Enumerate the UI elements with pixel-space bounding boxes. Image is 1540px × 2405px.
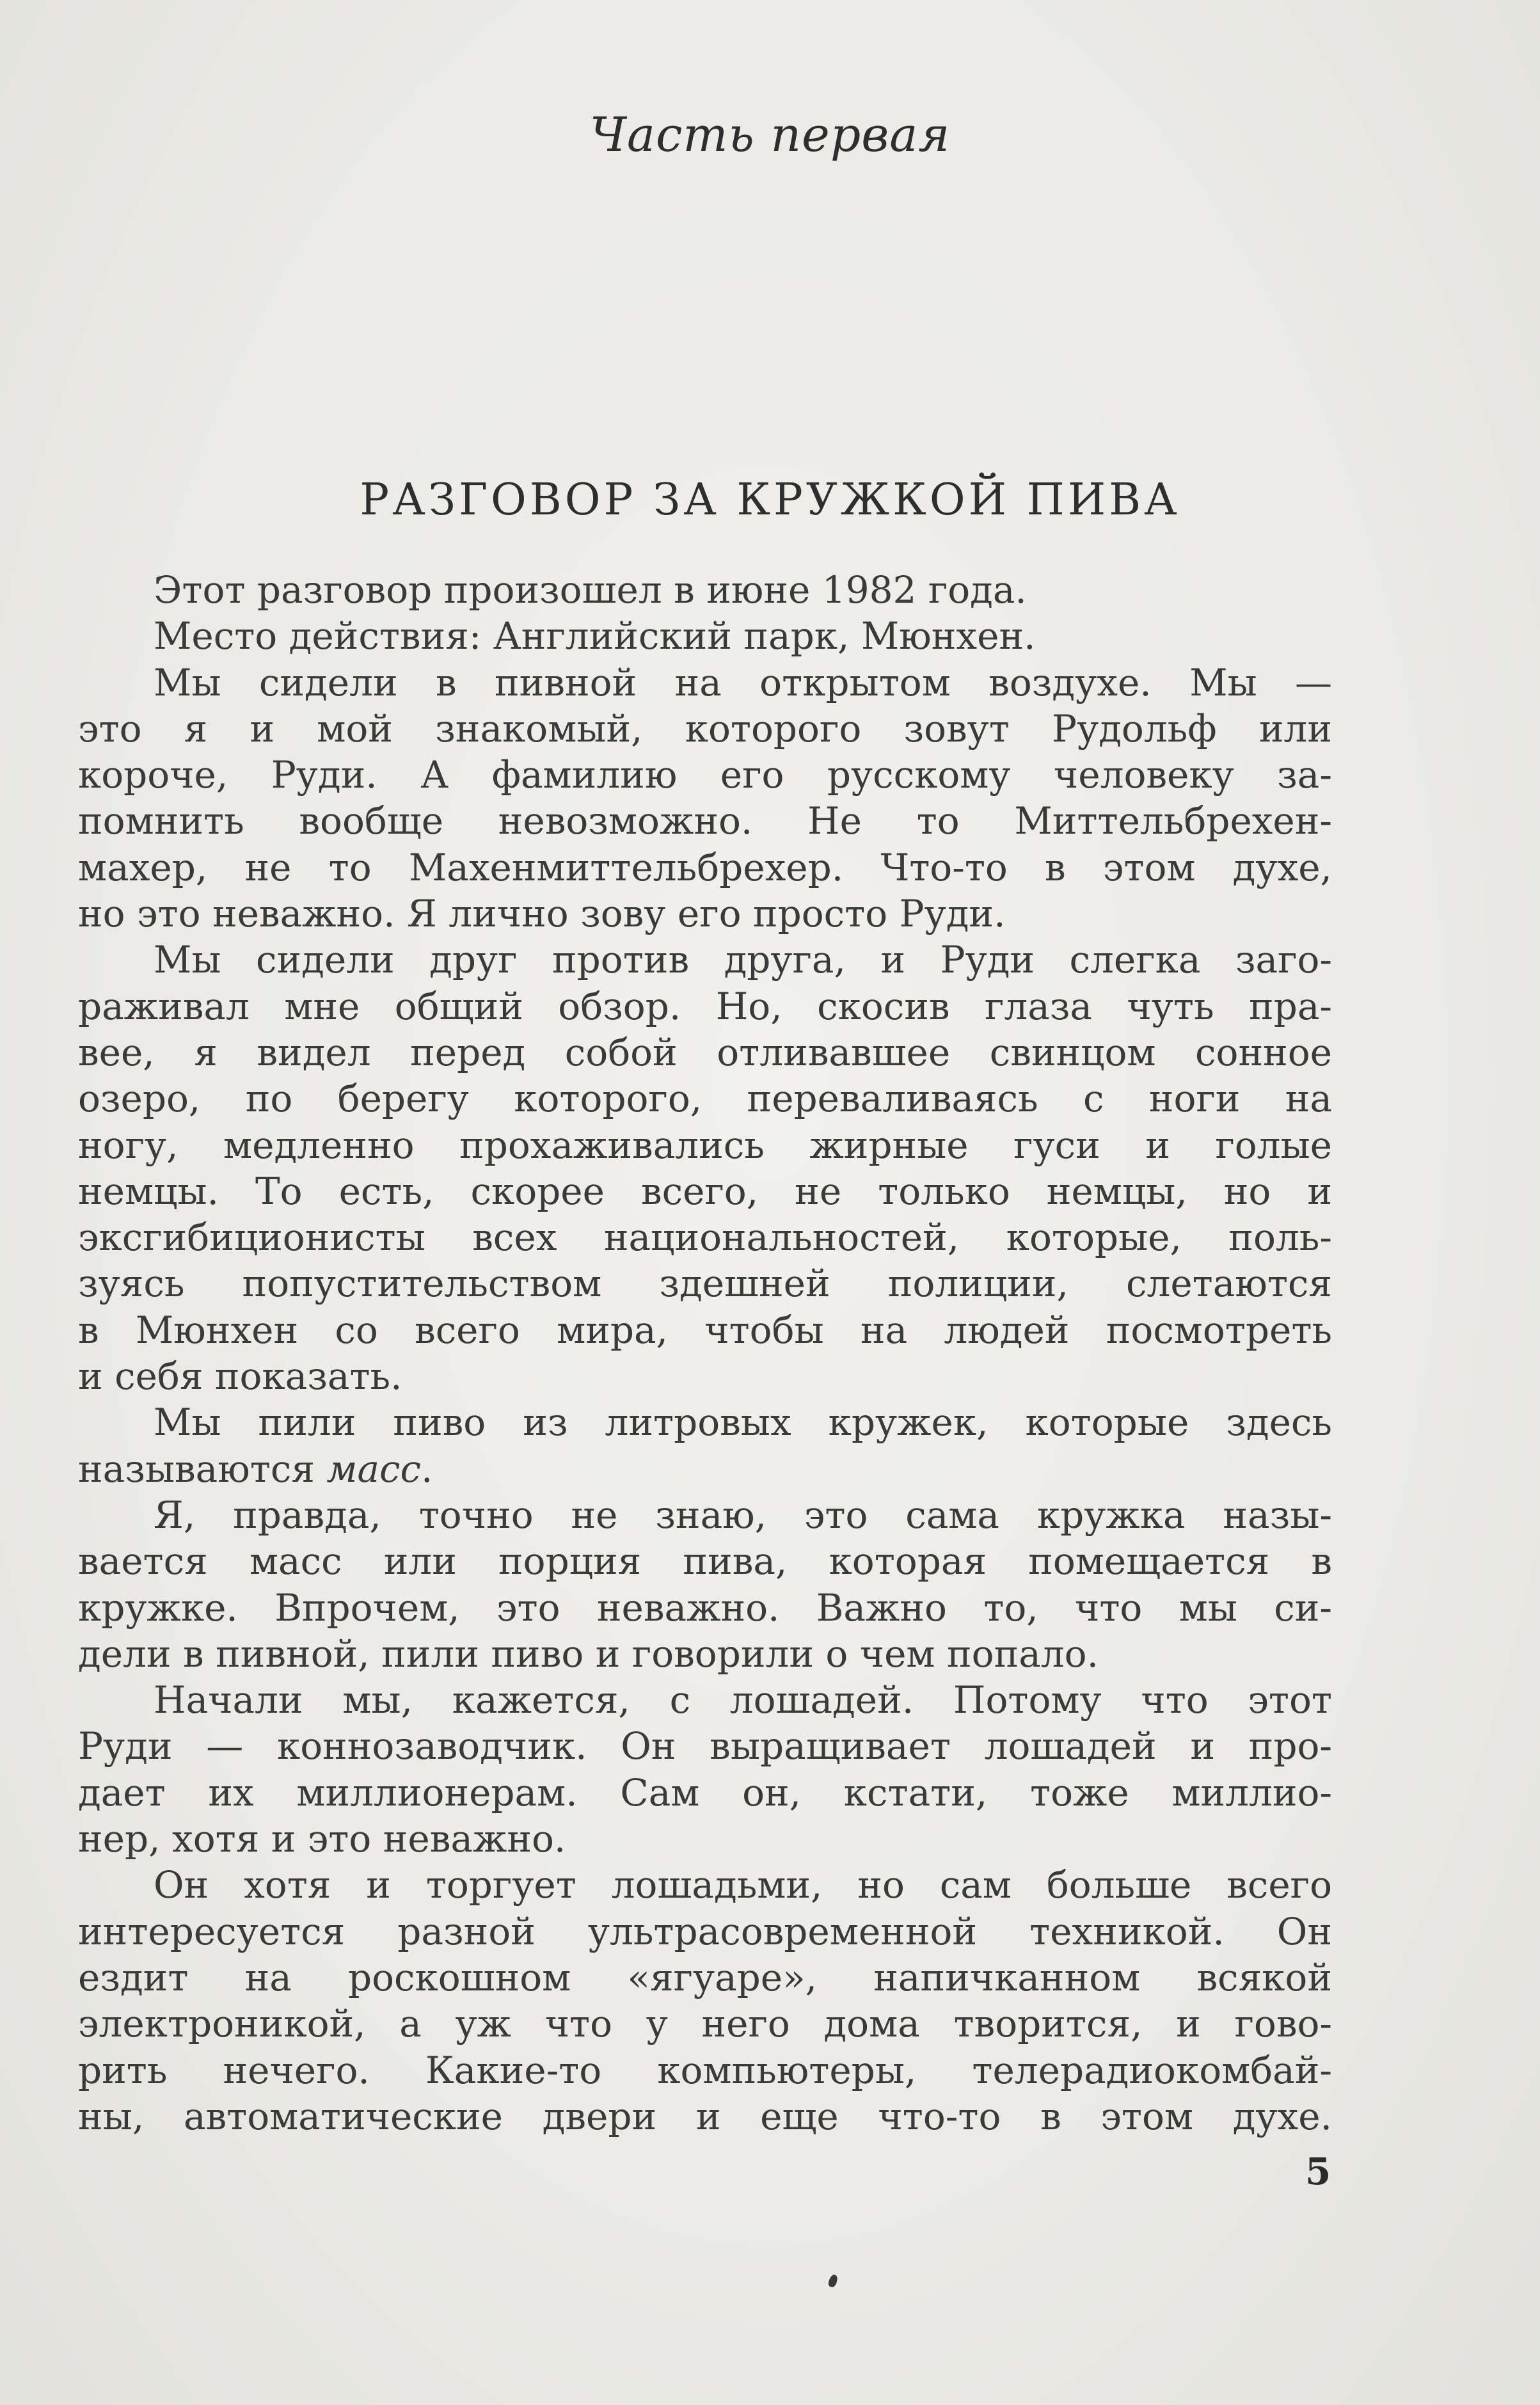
text-line [78,1168,1332,1214]
text-line-content: раживал мне общий обзор. Но, скосив глаза чуть пра- [78,984,1332,1028]
text-line [78,1446,1332,1492]
text-line [78,1076,1332,1122]
text-line-content: Я, правда, точно не знаю, это сама кружка назы- [154,1493,1332,1537]
text-line-content: в Мюнхен со всего мира, чтобы на людей посмотреть [78,1308,1332,1352]
text-line [78,752,1332,798]
text-line [78,891,1332,937]
text-line [78,1585,1332,1631]
text-line-content: махер, не то Махенмиттельбрехер. Что-то в этом духе, [78,845,1332,889]
text-line-content: Этот разговор произошел в июне 1982 года. [154,568,1027,612]
text-line [78,1214,1332,1260]
text-line-content: озеро, по берегу которого, переваливаясь с ноги на [78,1077,1332,1121]
text-line-content: вее, я видел перед собой отливавшее свинцом сонное [78,1030,1332,1074]
text-line-content: Мы сидели в пивной на открытом воздухе. Мы — [154,660,1332,704]
text-line-content: помнить вообще невозможно. Не то Миттельбрехен- [78,799,1332,843]
text-line [78,2001,1332,2047]
text-line-content: нер, хотя и это неважно. [78,1817,566,1861]
text-line [78,845,1332,891]
text-line-content: Мы сидели друг против друга, и Руди слегка заго- [154,938,1332,982]
text-line [78,1029,1332,1076]
text-line-tail: . [421,1447,433,1491]
text-line [78,1399,1332,1445]
text-line [78,660,1332,706]
text-line [78,567,1332,613]
text-line [78,1816,1332,1862]
text-line-content: Начали мы, кажется, с лошадей. Потому что этот [154,1678,1332,1722]
text-line-content: называются [78,1447,327,1491]
text-line-content: Он хотя и торгует лошадьми, но сам больше всего [154,1863,1332,1907]
italic-term: масс [326,1447,421,1491]
text-line [78,798,1332,844]
ink-speck [827,2274,839,2289]
text-line [78,937,1332,983]
text-line [78,1492,1332,1538]
text-line-content: рить нечего. Какие-то компьютеры, телерадиокомбай- [78,2048,1332,2092]
text-line-content: вается масс или порция пива, которая помещается в [78,1539,1332,1583]
text-line [78,706,1332,752]
text-line-content: Место действия: Английский парк, Мюнхен. [154,614,1036,658]
text-line-content: зуясь попустительством здешней полиции, слетаются [78,1262,1332,1306]
text-line [78,2047,1332,2093]
text-line [78,2093,1332,2139]
text-line-content: эксгибиционисты всех национальностей, которые, поль- [78,1216,1332,1260]
text-line-content: кружке. Впрочем, это неважно. Важно то, что мы си- [78,1585,1332,1630]
text-line-content: немцы. То есть, скорее всего, не только немцы, но и [78,1169,1332,1213]
text-line-content: короче, Руди. А фамилию его русскому человеку за- [78,753,1332,797]
text-line [78,1955,1332,2001]
text-line-content: интересуется разной ультрасовременной техникой. Он [78,1909,1332,1953]
text-line-content: дели в пивной, пили пиво и говорили о чем попало. [78,1631,1099,1676]
text-line-content: дает их миллионерам. Сам он, кстати, тоже миллио- [78,1770,1332,1814]
text-line [78,1631,1332,1677]
text-line [78,613,1332,659]
text-line-content: ны, автоматические двери и еще что-то в этом духе. [78,2094,1332,2138]
part-title: Часть первая [589,107,951,163]
text-line [78,1122,1332,1168]
page-number: 5 [1305,2150,1331,2193]
text-line-content: Мы пили пиво из литровых кружек, которые здесь [154,1401,1332,1445]
text-line-content: ногу, медленно прохаживались жирные гуси и голые [78,1123,1332,1167]
text-line [78,1909,1332,1955]
text-line-content: и себя показать. [78,1354,402,1399]
text-line [78,1538,1332,1584]
body-text [78,567,1332,2139]
text-line [78,1723,1332,1769]
text-line [78,1260,1332,1306]
text-line-content: ездит на роскошном «ягуаре», напичканном всякой [78,1955,1332,1999]
text-line-content: но это неважно. Я лично зову его просто Руди. [78,892,1006,936]
text-line [78,1307,1332,1353]
text-line [78,1353,1332,1399]
text-line [78,983,1332,1029]
text-line-content: электроникой, а уж что у него дома творится, и гово- [78,2002,1332,2046]
text-line-content: это я и мой знакомый, которого зовут Рудольф или [78,706,1332,750]
text-line [78,1677,1332,1723]
text-line [78,1770,1332,1816]
chapter-title: РАЗГОВОР ЗА КРУЖКОЙ ПИВА [360,475,1180,525]
text-line [78,1862,1332,1908]
text-line-content: Руди — коннозаводчик. Он выращивает лошадей и про- [78,1724,1332,1768]
